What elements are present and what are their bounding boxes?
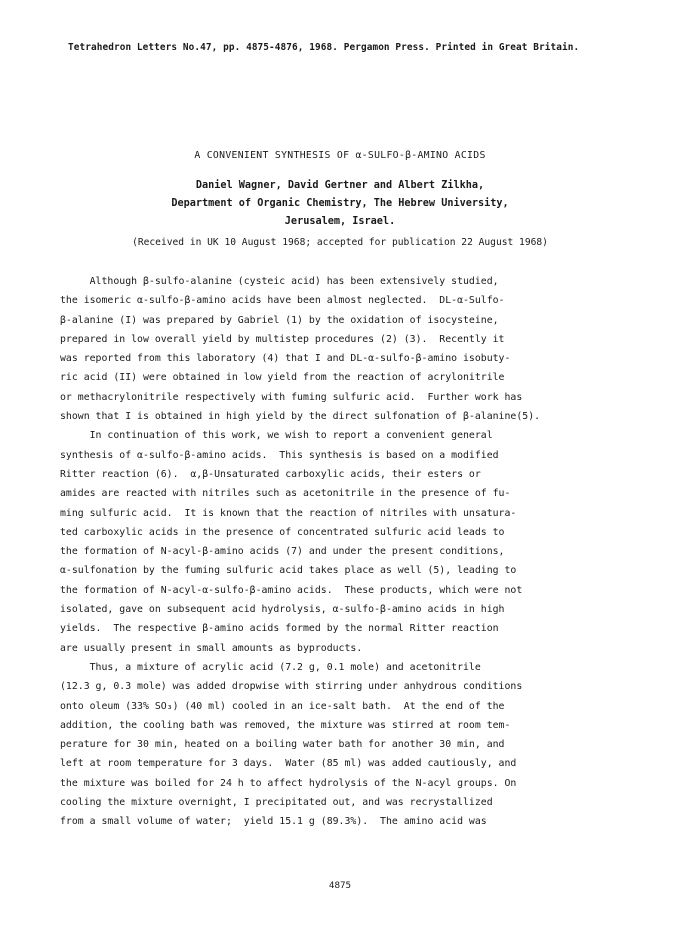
body-text-line: shown that I is obtained in high yield by the direct sulfonation of β-alanine(5).: [60, 411, 541, 423]
body-text-line: cooling the mixture overnight, I precipitated out, and was recrystallized: [60, 797, 493, 809]
body-text-line: from a small volume of water; yield 15.1 g (89.3%). The amino acid was: [60, 816, 487, 828]
body-text-line: was reported from this laboratory (4) that I and DL-α-sulfo-β-amino isobuty-: [60, 353, 511, 365]
body-text-line: the formation of N-acyl-α-sulfo-β-amino acids. These products, which were not: [60, 584, 523, 596]
body-text-line: α-sulfonation by the fuming sulfuric acid takes place as well (5), leading to: [60, 565, 517, 577]
body-text-line: In continuation of this work, we wish to report a convenient general: [60, 430, 493, 442]
body-text-line: the formation of N-acyl-β-amino acids (7) and under the present conditions,: [60, 546, 505, 558]
body-text-line: ted carboxylic acids in the presence of concentrated sulfuric acid leads to: [60, 526, 505, 538]
body-text-line: the isomeric α-sulfo-β-amino acids have been almost neglected. DL-α-Sulfo-: [60, 295, 505, 307]
body-text-line: left at room temperature for 3 days. Water (85 ml) was added cautiously, and: [60, 758, 517, 770]
body-text-line: ric acid (II) were obtained in low yield from the reaction of acrylonitrile: [60, 372, 505, 384]
body-text-line: Ritter reaction (6). α,β-Unsaturated carboxylic acids, their esters or: [60, 468, 481, 480]
body-text-line: yields. The respective β-amino acids formed by the normal Ritter reaction: [60, 623, 499, 635]
body-text-line: perature for 30 min, heated on a boiling water bath for another 30 min, and: [60, 739, 505, 751]
body-text-line: or methacrylonitrile respectively with fuming sulfuric acid. Further work has: [60, 391, 523, 403]
body-text-line: are usually present in small amounts as byproducts.: [60, 642, 363, 654]
body-text-line: addition, the cooling bath was removed, the mixture was stirred at room tem-: [60, 719, 511, 731]
body-text-line: amides are reacted with nitriles such as acetonitrile in the presence of fu-: [60, 488, 511, 500]
body-text-line: onto oleum (33% SO₃) (40 ml) cooled in an ice-salt bath. At the end of the: [60, 700, 505, 712]
body-text-line: (12.3 g, 0.3 mole) was added dropwise with stirring under anhydrous conditions: [60, 681, 523, 693]
journal-citation-header: Tetrahedron Letters No.47, pp. 4875-4876, 1968. Pergamon Press. Printed in Great Britain.: [68, 42, 580, 53]
body-text-line: synthesis of α-sulfo-β-amino acids. This synthesis is based on a modified: [60, 449, 499, 461]
body-text-line: prepared in low overall yield by multistep procedures (2) (3). Recently it: [60, 333, 505, 345]
author-affiliation-line2: Jerusalem, Israel.: [284, 216, 396, 227]
body-text-line: the mixture was boiled for 24 h to affect hydrolysis of the N-acyl groups. On: [60, 777, 517, 789]
body-text-line: isolated, gave on subsequent acid hydrolysis, α-sulfo-β-amino acids in high: [60, 604, 505, 616]
article-authors: Daniel Wagner, David Gertner and Albert Zilkha,: [195, 180, 485, 191]
body-text-line: Although β-sulfo-alanine (cysteic acid) has been extensively studied,: [60, 276, 499, 287]
article-title: A CONVENIENT SYNTHESIS OF α-SULFO-β-AMINO ACIDS: [194, 150, 486, 161]
author-affiliation-line1: Department of Organic Chemistry, The Hebrew University,: [171, 198, 509, 209]
body-text-line: Thus, a mixture of acrylic acid (7.2 g, 0.1 mole) and acetonitrile: [60, 661, 481, 673]
body-text-line: β-alanine (I) was prepared by Gabriel (1) by the oxidation of isocysteine,: [60, 314, 499, 326]
body-text-line: ming sulfuric acid. It is known that the reaction of nitriles with unsatura-: [60, 507, 517, 519]
page-number: 4875: [328, 880, 352, 891]
received-date-line: (Received in UK 10 August 1968; accepted for publication 22 August 1968): [132, 237, 548, 248]
article-body: [60, 272, 620, 832]
